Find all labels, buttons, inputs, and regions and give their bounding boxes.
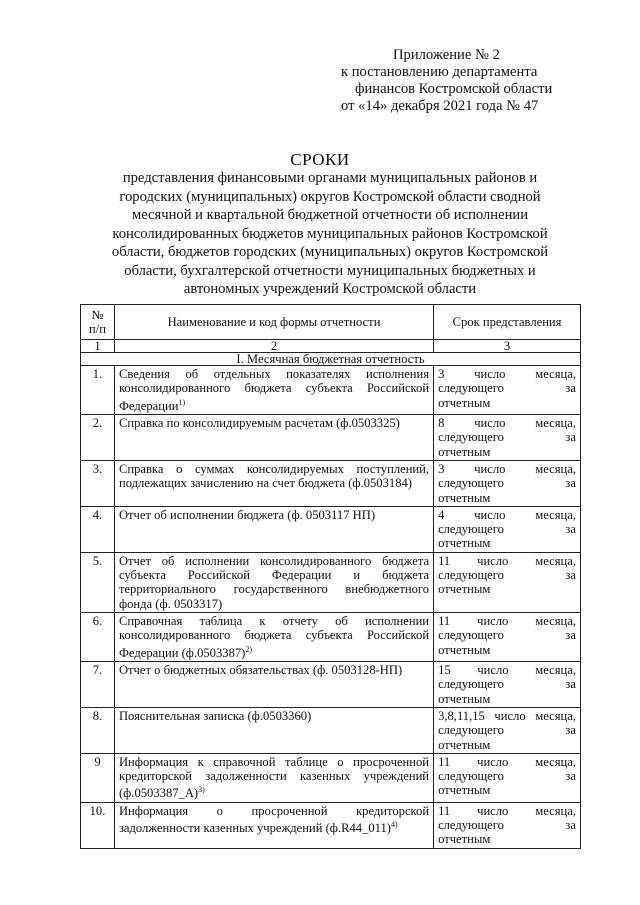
deadline-word: месяца, xyxy=(535,416,576,431)
deadline-word: следующего xyxy=(438,628,504,643)
header-deadline: Срок представления xyxy=(434,305,581,340)
deadline-word: месяца, xyxy=(535,461,576,476)
deadline-word: следующего xyxy=(438,769,504,784)
deadline-text xyxy=(438,508,576,551)
table-header-row xyxy=(81,305,581,340)
section-title: I. Месячная бюджетная отчетность xyxy=(81,353,581,366)
form-name: Отчет об исполнении бюджета (ф. 0503117 НП) xyxy=(118,507,376,522)
deadline-text xyxy=(438,554,576,597)
deadline-word: месяца, xyxy=(535,803,576,818)
deadline-word: число xyxy=(474,507,506,522)
form-name: Отчет о бюджетных обязательствах (ф. 0503128-НП) xyxy=(118,663,403,678)
deadline-word: 3,8,11,15 xyxy=(438,708,485,723)
deadline-word: число xyxy=(477,613,509,628)
deadline-cell xyxy=(434,753,581,802)
subheading-line: автономных учреждений Костромской области xyxy=(183,281,477,297)
index-cell: 2 xyxy=(114,340,433,353)
deadline-word: отчетным xyxy=(438,691,491,706)
footnote-mark: 3) xyxy=(198,785,205,795)
deadline-word: отчетным xyxy=(438,582,491,597)
deadline-word: следующего xyxy=(438,522,504,537)
document-subheading xyxy=(95,169,565,299)
subheading-line: консолидированных бюджетов муниципальных районов Костромской xyxy=(112,225,548,242)
deadline-word: за xyxy=(565,568,576,583)
deadline-text xyxy=(438,709,576,752)
subheading-line: месячной и квартальной бюджетной отчетности об исполнении xyxy=(131,207,529,223)
table-row xyxy=(81,460,581,506)
deadline-word: месяца, xyxy=(535,553,576,568)
deadline-word: месяца, xyxy=(535,367,576,381)
deadline-word: месяца, xyxy=(535,613,576,628)
index-cell: 3 xyxy=(434,340,581,353)
row-number: 3. xyxy=(81,460,115,506)
form-name-cell xyxy=(114,662,433,708)
form-name: Информация о просроченной кредиторской задолженности казенных учреждений (ф.R44_011) xyxy=(118,803,430,836)
deadline-word: отчетным xyxy=(438,642,491,657)
deadline-word: за xyxy=(565,628,576,643)
deadline-cell xyxy=(434,460,581,506)
table-row xyxy=(81,662,581,708)
deadline-word: число xyxy=(477,754,509,769)
deadline-word: отчетным xyxy=(438,536,491,551)
deadline-word: число xyxy=(477,663,509,678)
deadline-word: число xyxy=(474,416,506,431)
form-name-cell xyxy=(114,460,433,506)
form-name-cell xyxy=(114,552,433,612)
row-number: 2. xyxy=(81,415,115,461)
form-name: Отчет об исполнении консолидированного бюджета субъекта Российской Федерации и бюджета территориального государственного внебюджетного фонда (ф. 0503317) xyxy=(118,553,430,611)
deadline-text xyxy=(438,663,576,706)
row-number: 5. xyxy=(81,552,115,612)
form-name: Пояснительная записка (ф.0503360) xyxy=(118,708,312,723)
deadline-cell xyxy=(434,707,581,753)
document-heading: СРОКИ xyxy=(290,150,350,169)
deadline-word: 11 xyxy=(438,613,451,628)
deadline-text xyxy=(438,462,576,505)
deadline-text xyxy=(438,367,576,410)
header-form-name: Наименование и код формы отчетности xyxy=(114,305,433,340)
deadline-word: число xyxy=(494,708,526,723)
deadline-word: следующего xyxy=(438,677,504,692)
table-row xyxy=(81,506,581,552)
deadline-word: месяца, xyxy=(535,663,576,678)
appendix-date: от «14» декабря 2021 года № 47 xyxy=(341,98,539,114)
appendix-title: Приложение № 2 xyxy=(393,47,500,63)
form-name: Справочная таблица к отчету об исполнении консолидированного бюджета субъекта Российской Федерации (ф.0503387) xyxy=(118,613,430,660)
subheading-line: области, бюджетов городских (муниципальных) округов Костромской xyxy=(111,244,549,260)
deadline-word: следующего xyxy=(438,381,504,396)
deadline-word: месяца, xyxy=(535,507,576,522)
deadline-text xyxy=(438,755,576,798)
form-name-cell xyxy=(114,612,433,661)
row-number: 8. xyxy=(81,707,115,753)
deadline-word: за xyxy=(565,723,576,738)
subheading-line: представления финансовыми органами муниципальных районов и xyxy=(122,170,538,186)
appendix-block xyxy=(341,47,611,115)
table-row xyxy=(81,802,581,848)
table-row xyxy=(81,366,581,415)
deadline-word: отчетным xyxy=(438,395,491,410)
table-row xyxy=(81,552,581,612)
footnote-mark: 2) xyxy=(245,644,253,654)
deadline-word: следующего xyxy=(438,818,504,833)
deadline-word: за xyxy=(565,430,576,445)
table-row xyxy=(81,753,581,802)
deadline-word: за xyxy=(565,381,576,396)
deadline-word: число xyxy=(477,803,509,818)
header-number: № п/п xyxy=(81,305,115,340)
appendix-department: финансов Костромской области xyxy=(355,81,553,97)
form-name: Справка по консолидируемым расчетам (ф.0503325) xyxy=(118,416,400,431)
form-name-cell xyxy=(114,707,433,753)
deadline-word: месяца, xyxy=(535,708,576,723)
deadline-cell xyxy=(434,366,581,415)
table-row xyxy=(81,415,581,461)
deadline-cell xyxy=(434,552,581,612)
footnote-mark: 1) xyxy=(178,397,186,407)
row-number: 6. xyxy=(81,612,115,661)
row-number: 10. xyxy=(81,802,115,848)
deadline-word: за xyxy=(565,769,576,784)
deadline-cell xyxy=(434,802,581,848)
deadline-word: следующего xyxy=(438,430,504,445)
form-name-cell xyxy=(114,802,433,848)
appendix-ref: к постановлению департамента xyxy=(341,64,538,80)
deadline-text xyxy=(438,416,576,459)
deadline-word: 3 xyxy=(438,461,445,476)
deadline-word: 3 xyxy=(438,367,445,381)
deadline-word: за xyxy=(565,677,576,692)
deadline-word: отчетным xyxy=(438,783,491,798)
deadline-word: за xyxy=(565,522,576,537)
deadline-word: отчетным xyxy=(438,737,491,752)
deadline-word: отчетным xyxy=(438,832,491,847)
section-row xyxy=(81,353,581,366)
form-name-cell xyxy=(114,415,433,461)
deadline-word: 4 xyxy=(438,507,445,522)
table-row xyxy=(81,612,581,661)
deadline-word: 11 xyxy=(438,553,451,568)
subheading-line: области, бухгалтерской отчетности муниципальных бюджетных и xyxy=(124,262,536,279)
form-name-cell xyxy=(114,753,433,802)
deadline-cell xyxy=(434,662,581,708)
index-cell: 1 xyxy=(81,340,115,353)
deadline-word: следующего xyxy=(438,723,504,738)
deadline-word: 8 xyxy=(438,416,445,431)
table-row xyxy=(81,707,581,753)
form-name-cell xyxy=(114,366,433,415)
subheading-line: городских (муниципальных) округов Костромской области сводной xyxy=(119,188,541,205)
deadline-word: число xyxy=(477,553,509,568)
deadline-word: число xyxy=(474,461,506,476)
form-name: Справка о суммах консолидируемых поступлений, подлежащих зачислению на счет бюджета (ф.0503184) xyxy=(118,461,430,491)
deadline-word: отчетным xyxy=(438,490,491,505)
deadline-word: за xyxy=(565,818,576,833)
deadline-cell xyxy=(434,415,581,461)
deadline-word: следующего xyxy=(438,568,504,583)
deadline-cell xyxy=(434,506,581,552)
form-name: Информация к справочной таблице о просроченной кредиторской задолженности казенных учреждений (ф.0503387_А) xyxy=(118,754,430,801)
deadline-word: месяца, xyxy=(535,754,576,769)
deadline-word: 11 xyxy=(438,754,451,769)
deadlines-table xyxy=(80,304,581,849)
footnote-mark: 4) xyxy=(391,820,398,830)
row-number: 7. xyxy=(81,662,115,708)
form-name-cell xyxy=(114,506,433,552)
deadline-cell xyxy=(434,612,581,661)
deadline-word: отчетным xyxy=(438,444,491,459)
deadline-word: за xyxy=(565,476,576,491)
row-number: 4. xyxy=(81,506,115,552)
row-number: 9 xyxy=(81,753,115,802)
deadline-word: следующего xyxy=(438,476,504,491)
deadline-word: число xyxy=(474,367,506,381)
form-name: Сведения об отдельных показателях исполнения консолидированного бюджета субъекта Российской Федерации xyxy=(118,367,430,413)
row-number: 1. xyxy=(81,366,115,415)
deadline-word: 11 xyxy=(438,803,451,818)
deadline-text xyxy=(438,614,576,657)
table-index-row xyxy=(81,340,581,353)
deadline-word: 15 xyxy=(438,663,451,678)
deadline-text xyxy=(438,804,576,847)
